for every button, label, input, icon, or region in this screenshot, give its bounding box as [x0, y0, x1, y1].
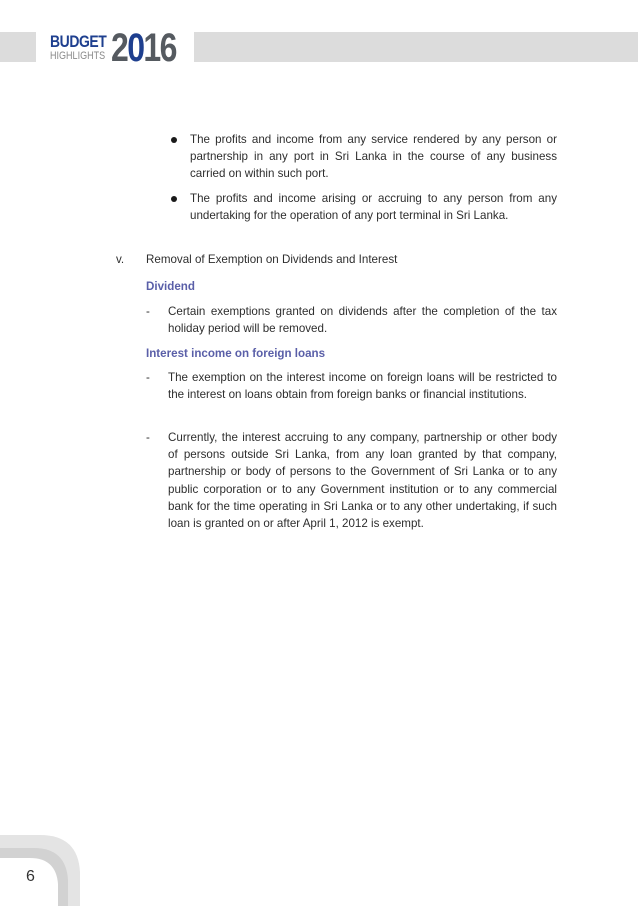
bullet-item: The profits and income from any service rendered by any person or partnership in any port in Sri Lanka in the course of any business carried on within such port. — [190, 133, 557, 181]
logo-year-suffix: 16 — [143, 26, 176, 70]
logo-year-accent: 0 — [127, 26, 144, 70]
interest-item: Currently, the interest accruing to any company, partnership or other body of persons outside Sri Lanka, from any loan granted by that company, partnership or body of persons to the Government of Sri Lanka or to any public corporation or to any Government institution or to any commercial bank for the time operating in Sri Lanka or to any other undertaking, if such loan is granted on or after April 1, 2012 is exempt. — [168, 431, 557, 531]
dash-marker: - — [146, 371, 150, 384]
logo-word-budget: BUDGET — [50, 32, 107, 51]
dash-marker: - — [146, 431, 150, 444]
dividend-heading: Dividend — [146, 280, 195, 293]
logo-word-highlights: HIGHLIGHTS — [50, 50, 106, 62]
dash-marker: - — [146, 305, 150, 318]
bullet-item: The profits and income arising or accruing to any person from any undertaking for the operation of any port terminal in Sri Lanka. — [190, 192, 557, 223]
logo-year-prefix: 2 — [111, 26, 128, 70]
interest-heading: Interest income on foreign loans — [146, 347, 326, 360]
section-title: Removal of Exemption on Dividends and Interest — [146, 253, 398, 266]
dividend-item: Certain exemptions granted on dividends after the completion of the tax holiday period will be removed. — [168, 305, 557, 336]
interest-item: The exemption on the interest income on foreign loans will be restricted to the interest on loans obtain from foreign banks or financial institutions. — [168, 371, 557, 402]
section-numeral: v. — [116, 253, 125, 266]
page-number: 6 — [26, 868, 35, 885]
